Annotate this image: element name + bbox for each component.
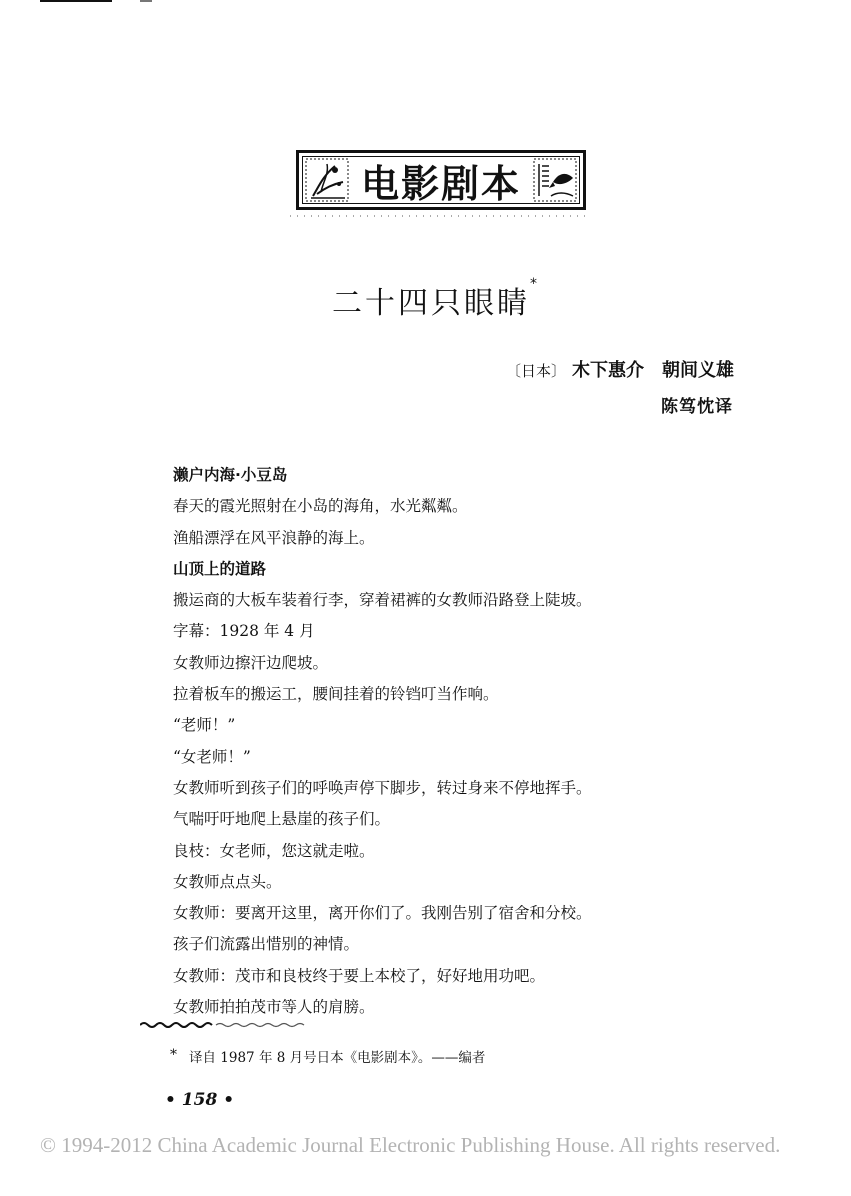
script-line: 字幕：1928 年 4 月	[173, 622, 315, 641]
author-name-2: 朝间义雄	[662, 360, 734, 381]
script-line: 渔船漂浮在风平浪静的海上。	[173, 528, 375, 547]
banner-dotted-rule	[290, 212, 590, 220]
script-line: “女老师！”	[173, 747, 251, 766]
top-mark	[140, 0, 152, 2]
script-line: 搬运商的大板车装着行李，穿着裙裤的女教师沿路登上陡坡。	[173, 591, 592, 610]
authors-line	[506, 356, 734, 382]
script-line: 女教师：茂市和良枝终于要上本校了，好好地用功吧。	[173, 966, 546, 985]
scene-heading: 山顶上的道路	[173, 559, 267, 578]
script-line: 春天的霞光照射在小岛的海角，水光粼粼。	[173, 497, 468, 516]
scene-heading: 濑户内海·小豆岛	[173, 466, 288, 484]
section-banner	[296, 150, 586, 210]
script-line: “老师！”	[173, 716, 236, 735]
script-line: 女教师拍拍茂市等人的肩膀。	[173, 998, 375, 1017]
script-line: 女教师：要离开这里，离开你们了。我刚告别了宿舍和分校。	[173, 904, 592, 923]
author-name-1: 木下惠介	[572, 360, 644, 381]
footnote-marker: *	[170, 1047, 177, 1063]
script-line: 良枝：女老师，您这就走啦。	[173, 841, 375, 860]
footnote	[170, 1046, 485, 1066]
script-line: 女教师听到孩子们的呼唤声停下脚步，转过身来不停地挥手。	[173, 778, 592, 797]
play-title	[332, 278, 540, 322]
script-line: 气喘吁吁地爬上悬崖的孩子们。	[173, 810, 391, 829]
script-line: 孩子们流露出惜别的神情。	[173, 935, 360, 954]
section-banner-title: 电影剧本	[360, 161, 521, 206]
footnote-wavy-rule	[140, 1020, 310, 1030]
script-line: 女教师边擦汗边爬坡。	[173, 653, 329, 672]
page-number: • 158 •	[165, 1090, 235, 1110]
play-title-text: 二十四只眼睛	[332, 286, 530, 321]
script-line: 女教师点点头。	[173, 872, 282, 891]
copyright-watermark: © 1994-2012 China Academic Journal Electronic Publishing House. All rights reserved.	[40, 1133, 781, 1157]
script-body	[173, 460, 693, 1023]
translator: 陈笃忱译	[661, 397, 733, 417]
footnote-text: 译自 1987 年 8 月号日本《电影剧本》。——编者	[189, 1050, 486, 1066]
top-rule	[40, 0, 112, 2]
fish-ornament-icon	[533, 158, 577, 202]
orchid-ornament-icon	[305, 158, 349, 202]
author-country: 〔日本〕	[505, 362, 566, 380]
script-line: 拉着板车的搬运工，腰间挂着的铃铛叮当作响。	[173, 685, 499, 704]
title-footnote-marker: *	[530, 276, 540, 292]
